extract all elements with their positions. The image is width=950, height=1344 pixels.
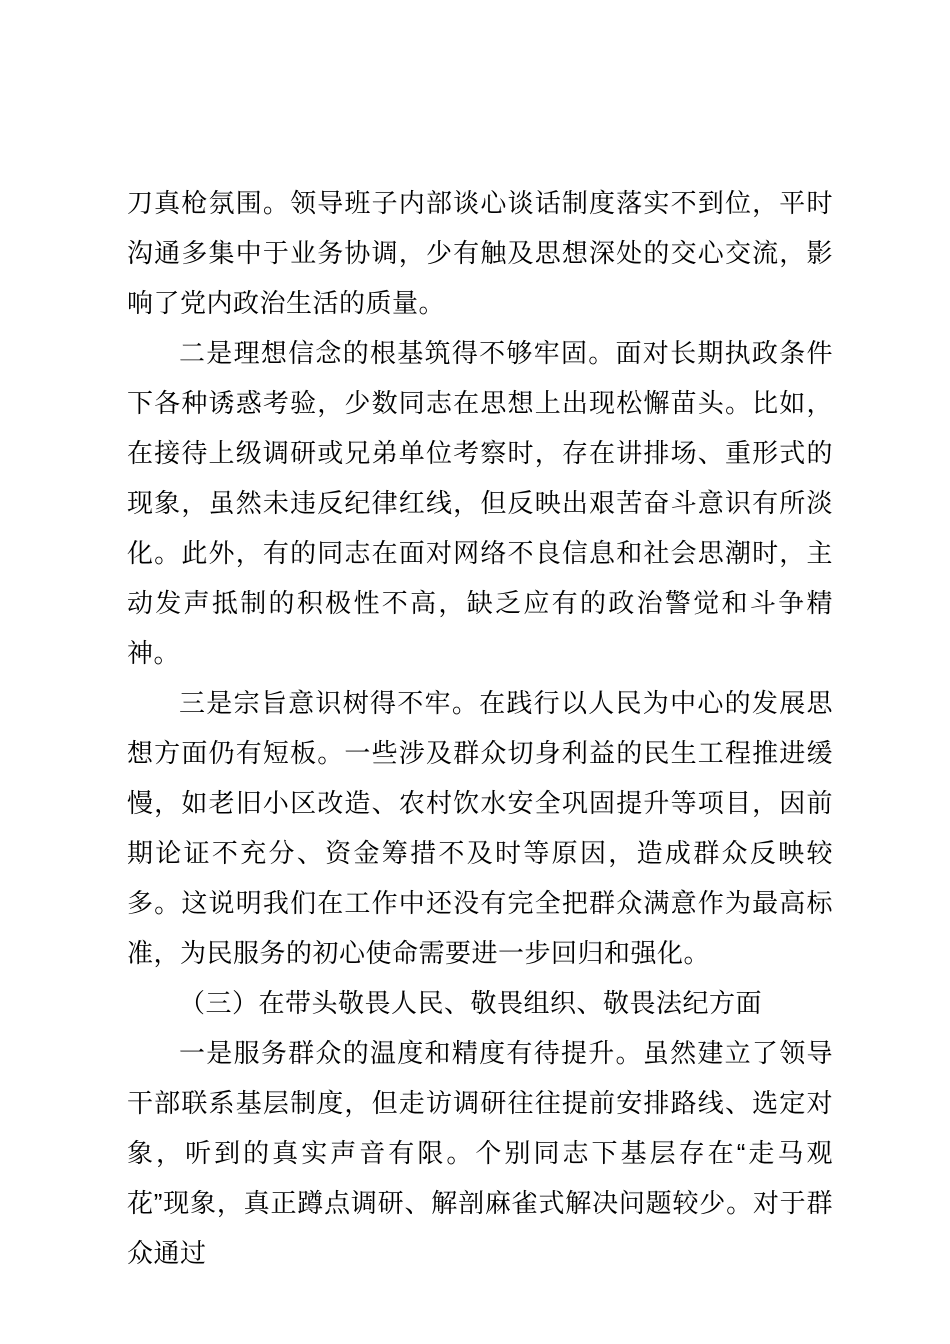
section-heading: （三）在带头敬畏人民、敬畏组织、敬畏法纪方面 [179, 988, 763, 1018]
document-text-body [127, 178, 833, 1278]
paragraph: 一是服务群众的温度和精度有待提升。虽然建立了领导干部联系基层制度，但走访调研往往提前安排路线、选定对象，听到的真实声音有限。个别同志下基层存在“走马观花”现象，真正蹲点调研、解剖麻雀式解决问题较少。对于群众通过 [127, 1038, 833, 1268]
paragraph: 三是宗旨意识树得不牢。在践行以人民为中心的发展思想方面仍有短板。一些涉及群众切身利益的民生工程推进缓慢，如老旧小区改造、农村饮水安全巩固提升等项目，因前期论证不充分、资金筹措不及时等原因，造成群众反映较多。这说明我们在工作中还没有完全把群众满意作为最高标准，为民服务的初心使命需要进一步回归和强化。 [127, 688, 833, 968]
paragraph: 二是理想信念的根基筑得不够牢固。面对长期执政条件下各种诱惑考验，少数同志在思想上出现松懈苗头。比如，在接待上级调研或兄弟单位考察时，存在讲排场、重形式的现象，虽然未违反纪律红线，但反映出艰苦奋斗意识有所淡化。此外，有的同志在面对网络不良信息和社会思潮时，主动发声抵制的积极性不高，缺乏应有的政治警觉和斗争精神。 [127, 338, 833, 668]
paragraph: 刀真枪氛围。领导班子内部谈心谈话制度落实不到位，平时沟通多集中于业务协调，少有触及思想深处的交心交流，影响了党内政治生活的质量。 [127, 188, 833, 318]
